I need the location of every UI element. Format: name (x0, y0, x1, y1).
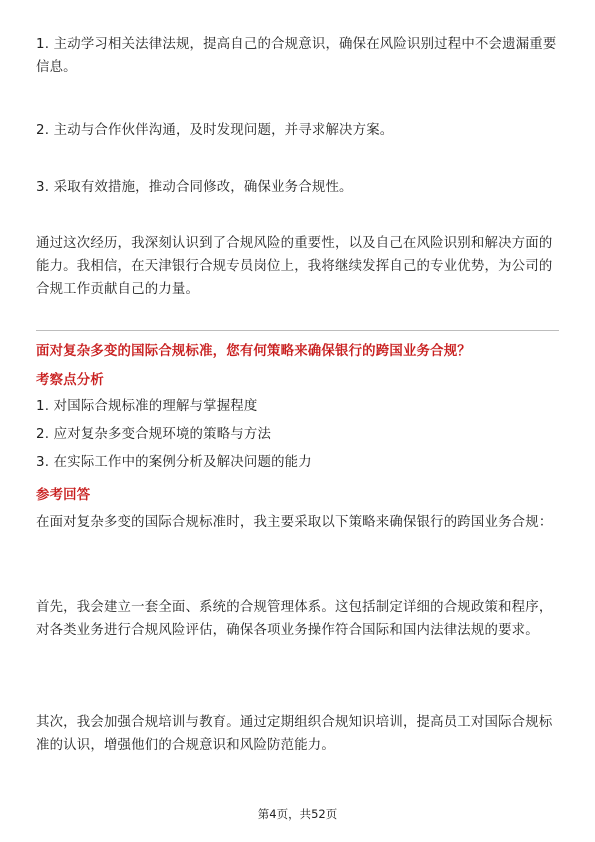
answer-heading: 参考回答 (36, 488, 91, 503)
answer-paragraph-2: 首先，我会建立一套全面、系统的合规管理体系。这包括制定详细的合规政策和程序，对各类业务进行合规风险评估，确保各项业务操作符合国际和国内法律法规的要求。 (36, 600, 553, 638)
analysis-item-1: 1. 对国际合规标准的理解与掌握程度 (36, 399, 258, 414)
question-title: 面对复杂多变的国际合规标准，您有何策略来确保银行的跨国业务合规？ (36, 344, 471, 359)
conclusion-paragraph: 通过这次经历，我深刻认识到了合规风险的重要性，以及自己在风险识别和解决方面的能力。我相信，在天津银行合规专员岗位上，我将继续发挥自己的专业优势，为公司的合规工作贡献自己的力量。 (36, 236, 553, 297)
answer-paragraph-3: 其次，我会加强合规培训与教育。通过定期组织合规知识培训，提高员工对国际合规标准的认识，增强他们的合规意识和风险防范能力。 (36, 715, 553, 753)
intro-point-2: 2. 主动与合作伙伴沟通，及时发现问题，并寻求解决方案。 (36, 123, 394, 138)
answer-paragraph-1: 在面对复杂多变的国际合规标准时，我主要采取以下策略来确保银行的跨国业务合规： (36, 515, 553, 530)
analysis-item-3: 3. 在实际工作中的案例分析及解决问题的能力 (36, 455, 312, 470)
analysis-item-2: 2. 应对复杂多变合规环境的策略与方法 (36, 427, 272, 442)
section-divider (36, 330, 559, 331)
intro-point-1: 1. 主动学习相关法律法规，提高自己的合规意识，确保在风险识别过程中不会遗漏重要信息。 (36, 37, 557, 75)
analysis-heading: 考察点分析 (36, 373, 104, 388)
page-number: 第4页，共52页 (257, 807, 338, 821)
intro-point-3: 3. 采取有效措施，推动合同修改，确保业务合规性。 (36, 180, 353, 195)
